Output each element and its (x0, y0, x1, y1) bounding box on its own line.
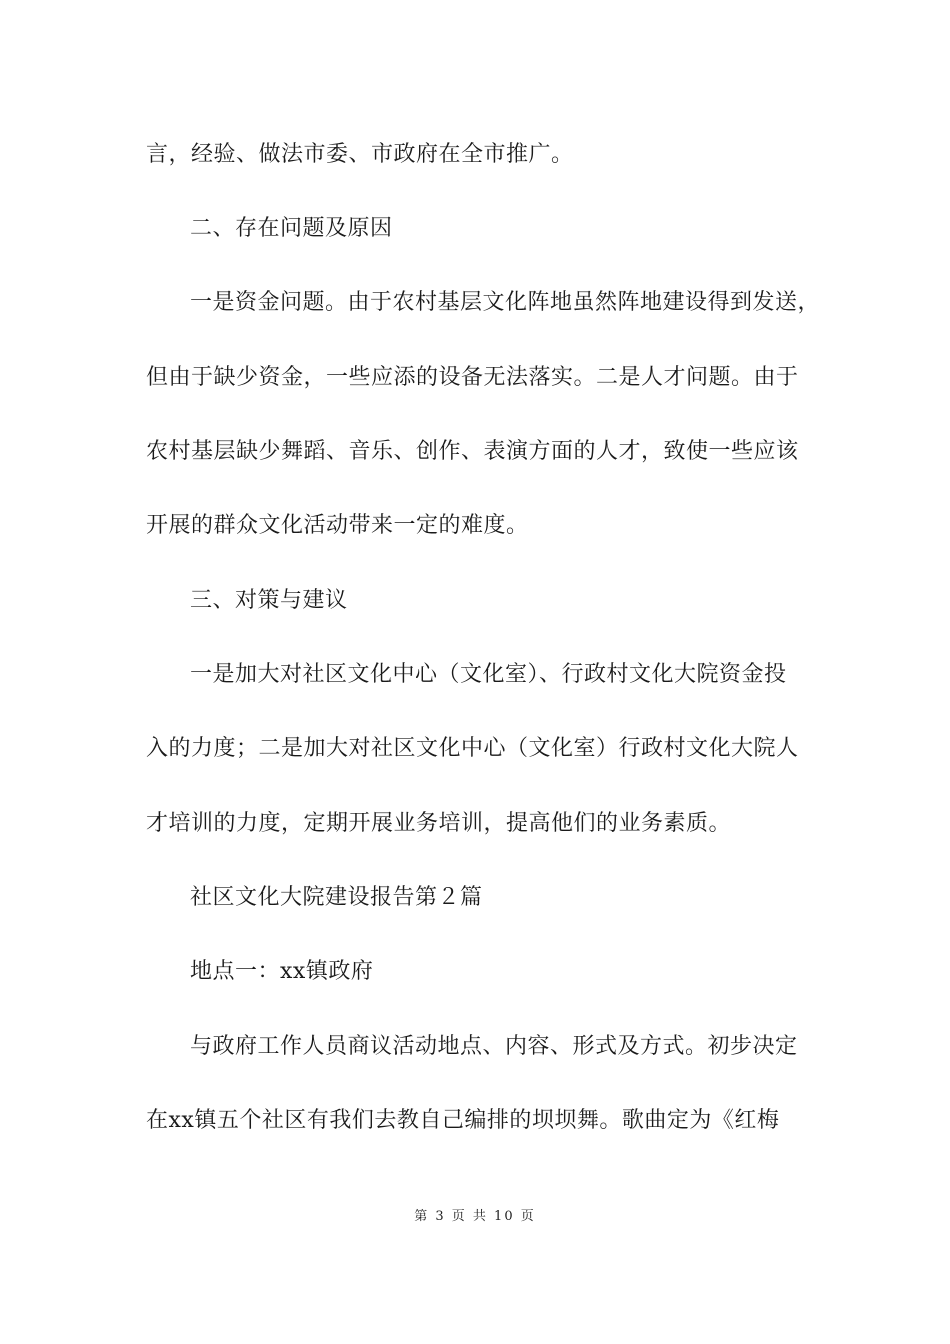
article-title: 社区文化大院建设报告第２篇 (190, 885, 483, 910)
paragraph-line: 但由于缺少资金，一些应添的设备无法落实。二是人才问题。由于 (146, 365, 799, 390)
paragraph-line: 与政府工作人员商议活动地点、内容、形式及方式。初步决定 (190, 1034, 798, 1059)
paragraph-line: 一是资金问题。由于农村基层文化阵地虽然阵地建设得到发送， (190, 290, 821, 315)
paragraph-line: 开展的群众文化活动带来一定的难度。 (146, 513, 529, 538)
paragraph-line: 入的力度；二是加大对社区文化中心（文化室）行政村文化大院人 (146, 736, 799, 761)
section-heading: 二、存在问题及原因 (190, 216, 393, 241)
paragraph-line: 农村基层缺少舞蹈、音乐、创作、表演方面的人才，致使一些应该 (146, 439, 799, 464)
paragraph-line: 在xx镇五个社区有我们去教自己编排的坝坝舞。歌曲定为《红梅 (146, 1108, 780, 1133)
location-heading: 地点一：xx镇政府 (190, 959, 374, 984)
paragraph-line: 言，经验、做法市委、市政府在全市推广。 (146, 142, 574, 167)
page-footer: 第 3 页 共 10 页 (414, 1209, 536, 1224)
paragraph-line: 才培训的力度，定期开展业务培训，提高他们的业务素质。 (146, 811, 732, 836)
section-heading: 三、对策与建议 (190, 588, 348, 613)
paragraph-line: 一是加大对社区文化中心（文化室）、行政村文化大院资金投 (190, 662, 787, 687)
